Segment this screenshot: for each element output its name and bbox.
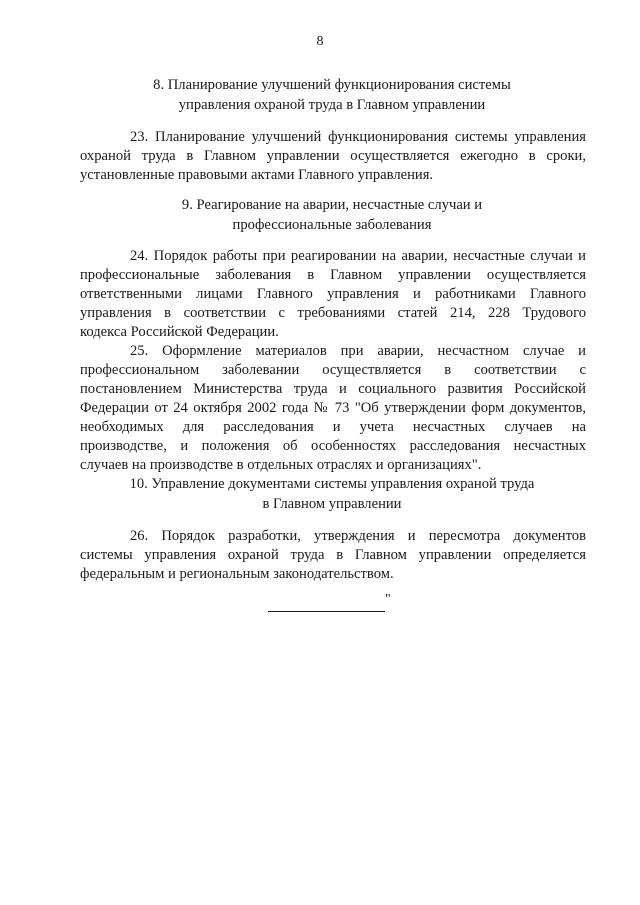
- heading-line: в Главном управлении: [262, 496, 402, 512]
- section-10-heading: [80, 474, 584, 514]
- section-9-heading: [80, 195, 584, 235]
- page-number: 8: [316, 34, 324, 49]
- text-line: 25. Оформление материалов при аварии, несчастном случае и: [130, 343, 586, 359]
- text-line: ответственными лицами Главного управления и работниками Главного: [80, 286, 586, 302]
- text-line: 23. Планирование улучшений функционирования системы управления: [130, 129, 586, 145]
- text-line: 26. Порядок разработки, утверждения и пересмотра документов: [130, 528, 586, 544]
- heading-line: профессиональные заболевания: [232, 217, 432, 233]
- heading-line: управления охраной труда в Главном управлении: [178, 97, 486, 113]
- paragraph-23: [80, 128, 586, 185]
- text-line: 24. Порядок работы при реагировании на аварии, несчастные случаи и: [130, 248, 586, 264]
- heading-line: 9. Реагирование на аварии, несчастные случаи и: [181, 197, 483, 213]
- text-line: установленные правовыми актами Главного управления.: [80, 167, 434, 183]
- text-line: профессиональном заболевании осуществляется в соответствии с: [80, 362, 586, 378]
- paragraph-25: [80, 342, 586, 475]
- text-line: случаев на производстве в отдельных отраслях и организациях".: [80, 457, 482, 473]
- section-8-heading: [80, 75, 584, 115]
- text-line: необходимых для расследования и учета несчастных случаев на: [80, 419, 586, 435]
- text-line: постановлением Министерства труда и социального развития Российской: [80, 381, 586, 397]
- closing-quote: ": [385, 592, 391, 607]
- text-line: профессиональные заболевания в Главном управлении осуществляется: [80, 267, 586, 283]
- paragraph-26: [80, 527, 586, 584]
- text-line: кодекса Российской Федерации.: [80, 324, 279, 340]
- text-line: Федерации от 24 октября 2002 года № 73 "Об утверждении форм документов,: [80, 400, 586, 416]
- paragraph-24: [80, 247, 586, 342]
- text-line: системы управления охраной труда в Главном управлении определяется: [80, 547, 586, 563]
- text-line: федеральным и региональным законодательством.: [80, 566, 394, 582]
- text-line: управления в соответствии с требованиями статей 214, 228 Трудового: [80, 305, 586, 321]
- closing-rule: [268, 611, 385, 612]
- text-line: производстве, и положения об особенностях расследования несчастных: [80, 438, 586, 454]
- text-line: охраной труда в Главном управлении осуществляется ежегодно в сроки,: [80, 148, 586, 164]
- heading-line: 10. Управление документами системы управления охраной труда: [129, 476, 535, 492]
- heading-line: 8. Планирование улучшений функционирования системы: [153, 77, 511, 93]
